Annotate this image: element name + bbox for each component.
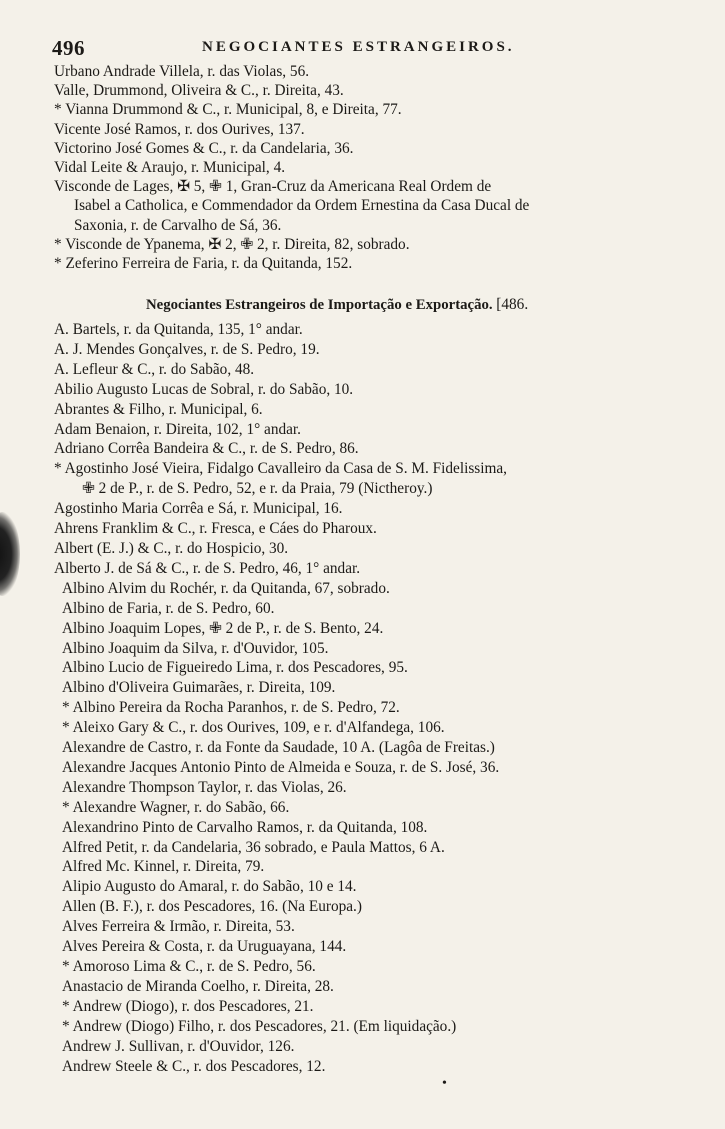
- directory-entry: Alberto J. de Sá & C., r. de S. Pedro, 46, 1° andar.: [54, 559, 361, 577]
- directory-entry: Adriano Corrêa Bandeira & C., r. de S. Pedro, 86.: [54, 440, 359, 458]
- directory-entry: Andrew J. Sullivan, r. d'Ouvidor, 126.: [62, 1037, 295, 1055]
- directory-entry: Abrantes & Filho, r. Municipal, 6.: [54, 400, 263, 418]
- directory-entry: * Albino Pereira da Rocha Paranhos, r. de S. Pedro, 72.: [62, 699, 400, 717]
- directory-entry: * Aleixo Gary & C., r. dos Ourives, 109, e r. d'Alfandega, 106.: [62, 719, 445, 737]
- directory-entry: Albino de Faria, r. de S. Pedro, 60.: [62, 599, 275, 617]
- directory-entry: Albino Joaquim da Silva, r. d'Ouvidor, 105.: [62, 639, 329, 657]
- directory-entry: A. Bartels, r. da Quitanda, 135, 1° andar.: [54, 321, 303, 338]
- directory-entry: Ahrens Franklim & C., r. Fresca, e Cáes do Pharoux.: [54, 520, 377, 538]
- directory-entry: Albino Alvim du Rochér, r. da Quitanda, 67, sobrado.: [62, 579, 390, 597]
- directory-entry: Andrew Steele & C., r. dos Pescadores, 12.: [62, 1057, 326, 1075]
- directory-entry: Alfred Petit, r. da Candelaria, 36 sobrado, e Paula Mattos, 6 A.: [62, 838, 445, 856]
- directory-entry: Alipio Augusto do Amaral, r. do Sabão, 10 e 14.: [62, 878, 357, 896]
- directory-entry: A. Lefleur & C., r. do Sabão, 48.: [54, 360, 255, 378]
- directory-entry: Adam Benaion, r. Direita, 102, 1° andar.: [54, 420, 301, 438]
- directory-entry: Albino d'Oliveira Guimarães, r. Direita, 109.: [62, 679, 336, 697]
- running-head: NEGOCIANTES ESTRANGEIROS.: [202, 39, 515, 55]
- section-reference: [486.: [496, 296, 529, 313]
- directory-entry: Abilio Augusto Lucas de Sobral, r. do Sabão, 10.: [54, 380, 354, 398]
- directory-entry: Alfred Mc. Kinnel, r. Direita, 79.: [62, 858, 265, 876]
- directory-entry: Anastacio de Miranda Coelho, r. Direita, 28.: [62, 977, 334, 995]
- directory-entry: Alexandre Jacques Antonio Pinto de Almeida e Souza, r. de S. José, 36.: [62, 758, 500, 776]
- directory-entry: Urbano Andrade Villela, r. das Violas, 56.: [54, 63, 310, 80]
- page-header: [52, 36, 692, 60]
- directory-entry: Albert (E. J.) & C., r. do Hospicio, 30.: [54, 539, 289, 557]
- directory-entry: Alves Ferreira & Irmão, r. Direita, 53.: [62, 918, 295, 936]
- directory-entry: Alves Pereira & Costa, r. da Uruguayana, 144.: [62, 938, 347, 956]
- directory-entry: Albino Lucio de Figueiredo Lima, r. dos Pescadores, 95.: [62, 659, 408, 677]
- directory-entry: Alexandre de Castro, r. da Fonte da Saudade, 10 A. (Lagôa de Freitas.): [62, 739, 495, 757]
- directory-entry: Valle, Drummond, Oliveira & C., r. Direita, 43.: [54, 82, 344, 100]
- directory-entry: * Amoroso Lima & C., r. de S. Pedro, 56.: [62, 958, 316, 975]
- directory-entry: Victorino José Gomes & C., r. da Candelaria, 36.: [54, 139, 354, 157]
- directory-entry: Alexandrino Pinto de Carvalho Ramos, r. da Quitanda, 108.: [62, 818, 428, 836]
- directory-entry: * Andrew (Diogo), r. dos Pescadores, 21.: [62, 997, 314, 1015]
- directory-entry: ✙ 2 de P., r. de S. Pedro, 52, e r. da Praia, 79 (Nictheroy.): [82, 480, 433, 498]
- directory-entry: Saxonia, r. de Carvalho de Sá, 36.: [74, 216, 282, 234]
- directory-entry: Isabel a Catholica, e Commendador da Ordem Ernestina da Casa Ducal de: [74, 197, 530, 215]
- directory-entry: * Vianna Drummond & C., r. Municipal, 8, e Direita, 77.: [54, 101, 402, 119]
- directory-entry: Agostinho Maria Corrêa e Sá, r. Municipal, 16.: [54, 500, 343, 518]
- ink-blot-mark: [0, 512, 20, 596]
- directory-entry: * Alexandre Wagner, r. do Sabão, 66.: [62, 798, 290, 816]
- section-title: Negociantes Estrangeiros de Importação e Exportação.: [146, 297, 493, 313]
- directory-entry: * Andrew (Diogo) Filho, r. dos Pescadores, 21. (Em liquidação.): [62, 1017, 457, 1035]
- directory-entry: A. J. Mendes Gonçalves, r. de S. Pedro, 19.: [54, 340, 320, 358]
- directory-entry: * Zeferino Ferreira de Faria, r. da Quitanda, 152.: [54, 255, 353, 273]
- entries-main-list: [54, 320, 694, 1076]
- page-number: 496: [52, 36, 85, 60]
- directory-entry: Allen (B. F.), r. dos Pescadores, 16. (Na Europa.): [62, 898, 362, 916]
- directory-entry: Vidal Leite & Araujo, r. Municipal, 4.: [54, 159, 286, 177]
- directory-entry: * Agostinho José Vieira, Fidalgo Cavalleiro da Casa de S. M. Fidelissima,: [54, 460, 507, 478]
- directory-entry: Alexandre Thompson Taylor, r. das Violas, 26.: [62, 778, 347, 796]
- entries-top-list: [54, 62, 694, 273]
- directory-entry: * Visconde de Ypanema, ✠ 2, ✙ 2, r. Direita, 82, sobrado.: [54, 235, 410, 253]
- section-heading: [146, 296, 666, 314]
- directory-entry: Vicente José Ramos, r. dos Ourives, 137.: [54, 120, 305, 138]
- directory-entry: Albino Joaquim Lopes, ✙ 2 de P., r. de S. Bento, 24.: [62, 619, 384, 637]
- directory-entry: Visconde de Lages, ✠ 5, ✙ 1, Gran-Cruz da Americana Real Ordem de: [54, 178, 492, 196]
- footer-dot-mark: •: [442, 1076, 447, 1091]
